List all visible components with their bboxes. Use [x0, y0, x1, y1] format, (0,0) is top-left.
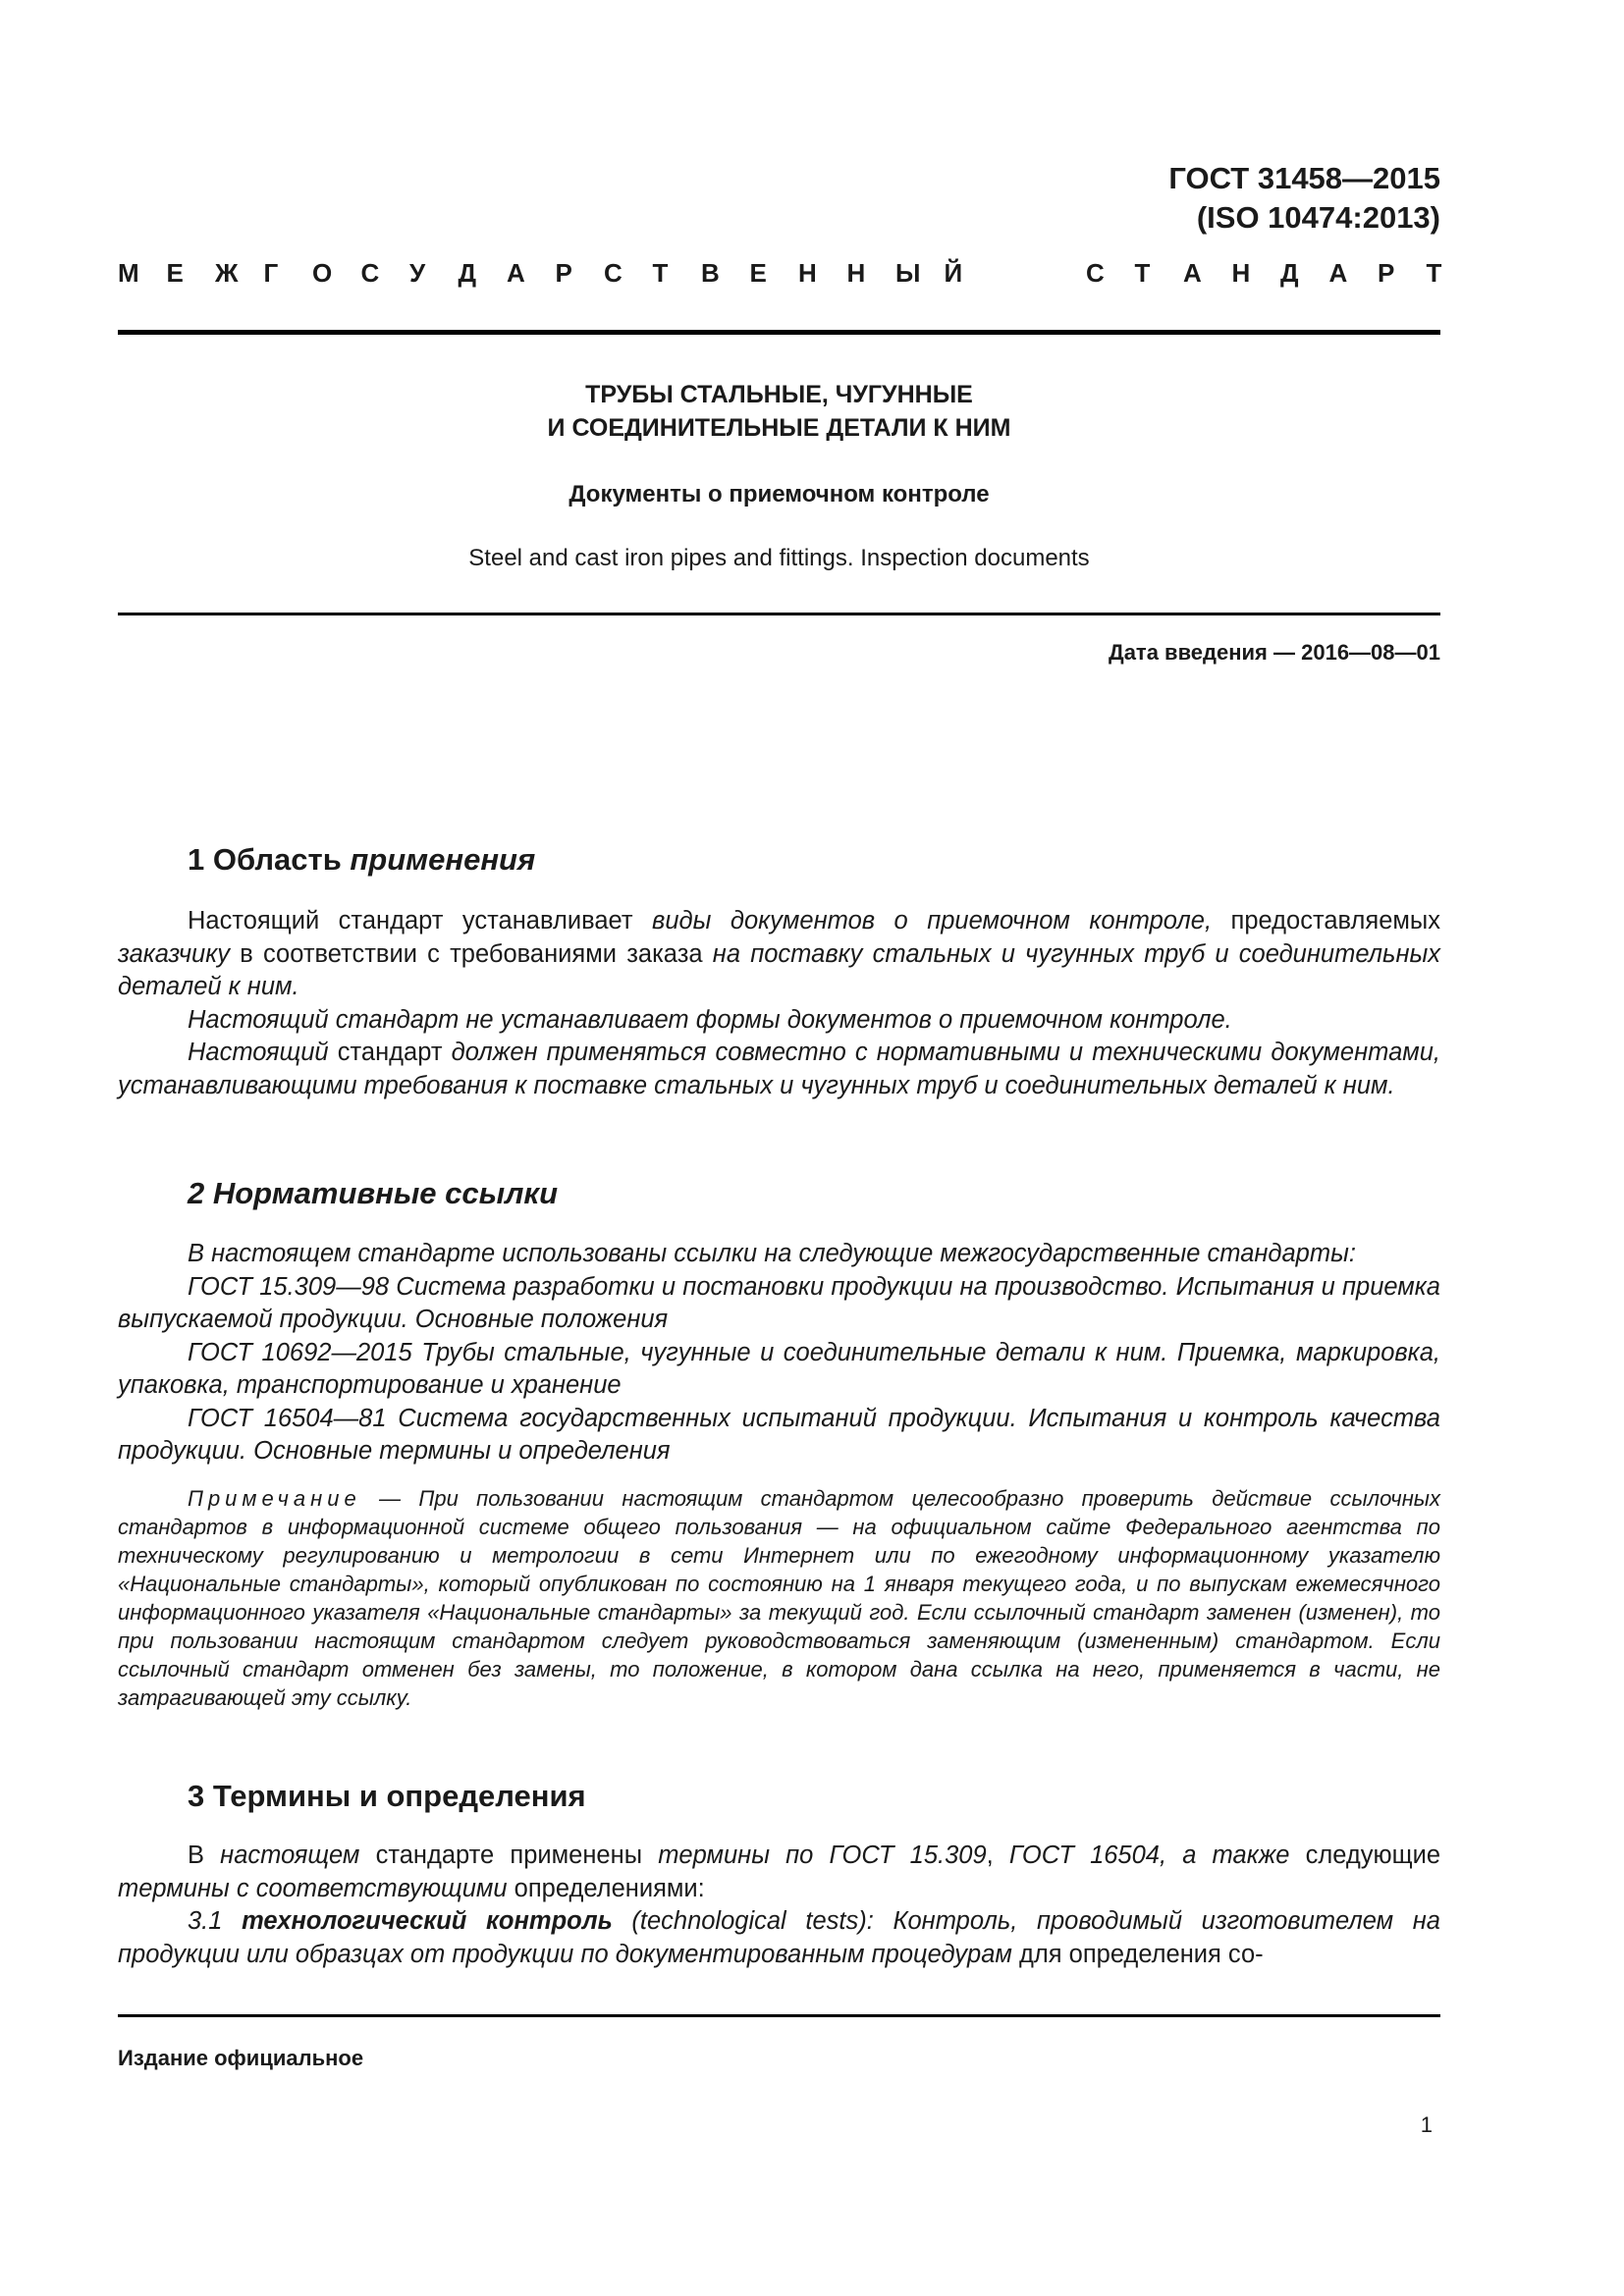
- section-2-note: [118, 1484, 1440, 1712]
- heading-letter: Н: [798, 257, 817, 288]
- heading-letter: А: [1183, 257, 1202, 288]
- section-1-heading: 1 Область применения: [188, 842, 536, 877]
- section-2-body: [118, 1238, 1440, 1468]
- footer-rule: [118, 2014, 1440, 2017]
- heading-letter: Ж: [215, 257, 239, 288]
- title-line-1: ТРУБЫ СТАЛЬНЫЕ, ЧУГУННЫЕ: [585, 381, 973, 408]
- note-text: — При пользовании настоящим стандартом целесообразно проверить действие ссылочных стандартов в информационной системе общего пользования — на официальном сайте Федерального агентства по техническому регулированию и метрологии в сети Интернет или по ежегодному информационному указателю «Национальные стандарты», который опубликован по состоянию на 1 января текущего года, и по выпускам ежемесячного информационного указателя «Национальные стандарты» за текущий год. Если ссылочный стандарт заменен (изменен), то при пользовании настоящим стандартом следует руководствоваться заменяющим (измененным) стандартом. Если ссылочный стандарт отменен без замены, то положение, в котором дана ссылка на него, применяется в части, не затрагивающей эту ссылку.: [118, 1486, 1440, 1710]
- section-3-body: [118, 1840, 1440, 1971]
- edition-label: Издание официальное: [118, 2046, 364, 2070]
- heading-letter: Д: [458, 257, 477, 288]
- heading-letter: Т: [1426, 257, 1442, 288]
- heading-letter: Т: [1134, 257, 1151, 288]
- section-1-body: [118, 905, 1440, 1102]
- heading-letter: М: [118, 257, 139, 288]
- heading-letter: А: [507, 257, 525, 288]
- standard-number: ГОСТ 31458—2015: [1168, 161, 1440, 195]
- heading-letter: Ы: [895, 257, 921, 288]
- title-english: Steel and cast iron pipes and fittings. Inspection documents: [468, 545, 1090, 571]
- heading-letter: С: [604, 257, 623, 288]
- heading-letter: Н: [846, 257, 866, 288]
- header-rule: [118, 330, 1440, 335]
- section-1-paragraph-3: Настоящий стандарт должен применяться совместно с нормативными и техническими документами, устанавливающими требования к поставке стальных и чугунных труб и соединительных деталей к ним.: [118, 1039, 1440, 1099]
- section-2-heading: 2 Нормативные ссылки: [188, 1176, 559, 1210]
- heading-letter: Е: [166, 257, 184, 288]
- heading-letter: Т: [652, 257, 669, 288]
- heading-letter: Е: [749, 257, 767, 288]
- reference-2: ГОСТ 10692—2015 Трубы стальные, чугунные и соединительные детали к ним. Приемка, маркировка, упаковка, транспортирование и хранение: [118, 1338, 1440, 1399]
- heading-letter: Р: [555, 257, 572, 288]
- heading-letter: О: [312, 257, 333, 288]
- heading-letter: С: [360, 257, 380, 288]
- section-3-paragraph-1: В настоящем стандарте применены термины по ГОСТ 15.309, ГОСТ 16504, а также следующие термины с соответствующими определениями:: [118, 1842, 1441, 1902]
- heading-letter: Н: [1231, 257, 1251, 288]
- section-1-paragraph-1: Настоящий стандарт устанавливает виды документов о приемочном контроле, предоставляемых заказчику в соответствии с требованиями заказа на поставку стальных и чугунных труб и соединительных деталей к ним.: [118, 907, 1440, 1000]
- term-3-1: 3.1 технологический контроль (technological tests): Контроль, проводимый изготовителем на продукции или образцах от продукции по документированным процедурам для определения со-: [118, 1907, 1440, 1968]
- heading-letter: У: [409, 257, 426, 288]
- reference-1: ГОСТ 15.309—98 Система разработки и постановки продукции на производство. Испытания и приемка выпускаемой продукции. Основные положения: [118, 1272, 1440, 1333]
- note-label: Примечание: [188, 1486, 361, 1511]
- title-subtitle: Документы о приемочном контроле: [568, 481, 990, 507]
- title-rule: [118, 613, 1440, 615]
- heading-letter: Д: [1280, 257, 1299, 288]
- section-1-paragraph-2: Настоящий стандарт не устанавливает формы документов о приемочном контроле.: [188, 1005, 1232, 1034]
- title-line-2: И СОЕДИНИТЕЛЬНЫЕ ДЕТАЛИ К НИМ: [547, 414, 1011, 442]
- reference-3: ГОСТ 16504—81 Система государственных испытаний продукции. Испытания и контроль качества продукции. Основные термины и определения: [118, 1404, 1440, 1465]
- section-2-paragraph-1: В настоящем стандарте использованы ссылки на следующие межгосударственные стандарты:: [188, 1240, 1356, 1267]
- standard-type-heading: [118, 255, 1440, 291]
- intro-date: Дата введения — 2016—08—01: [1109, 640, 1440, 665]
- heading-letter: Й: [944, 257, 963, 288]
- heading-letter: Г: [263, 257, 279, 288]
- iso-number: (ISO 10474:2013): [1196, 200, 1440, 235]
- heading-letter: С: [1086, 257, 1105, 288]
- heading-letter: В: [701, 257, 720, 288]
- page-number: 1: [1420, 2112, 1433, 2137]
- heading-letter: А: [1328, 257, 1348, 288]
- heading-letter: Р: [1378, 257, 1395, 288]
- section-3-heading: 3 Термины и определения: [188, 1779, 586, 1813]
